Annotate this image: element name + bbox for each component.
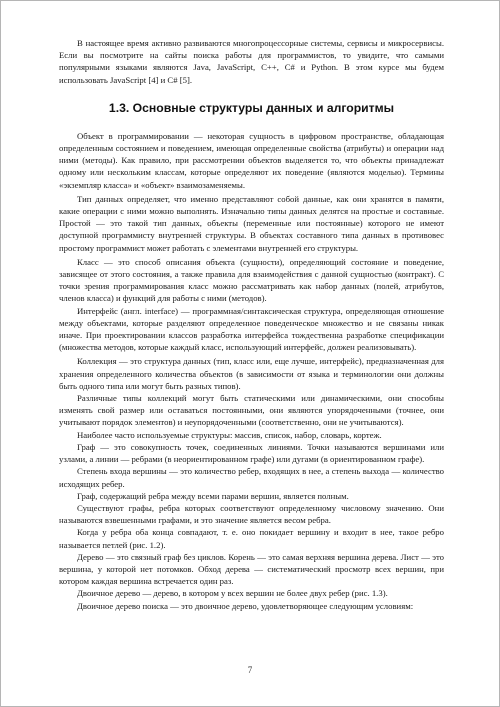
paragraph-intro: В настоящее время активно развиваются многопроцессорные системы, сервисы и микросервисы. Если вы посмотрите на сайты поиска работы для программистов, то увидите, что самыми популярными языками являются Java, JavaScript, C++, C# и Python. В этом курсе мы будем использовать JavaScript [4] и C# [5]. [59, 38, 444, 85]
paragraph-graph: Граф — это совокупность точек, соединенных линиями. Точки называются вершинами или узлами, а линии — ребрами (в неориентированном графе) или дугами (в ориентированном графе). [59, 441, 444, 465]
paragraph-interface: Интерфейс (англ. interface) — программная/синтаксическая структура, определяющая отношение между объектами, которые разделяют определенное поведенческое множество и не связаны никак иначе. При проектировании классов разработка интерфейса тождественна разработке спецификации (множества методов, которые каждый класс, использующий интерфейс, должен реализовывать). [59, 305, 444, 353]
paragraph-class: Класс — это способ описания объекта (сущности), определяющий состояние и поведение, зависящее от этого состояния, а также правила для взаимодействия с данной сущностью (контракт). С точки зрения программирования класс можно рассматривать как набор данных (полей, атрибутов, членов класса) и функций для работы с ними (методов). [59, 256, 444, 304]
paragraph-collection: Коллекция — это структура данных (тип, класс или, еще лучше, интерфейс), предназначенная для хранения определенного количества объектов (в зависимости от языка и терминологии они должны быть одного типа или могут быть разных типов). [59, 356, 444, 391]
paragraph-degree: Степень входа вершины — это количество ребер, входящих в нее, а степень выхода — количество исходящих ребер. [59, 466, 444, 489]
paragraph-structures: Наиболее часто используемые структуры: массив, список, набор, словарь, кортеж. [77, 429, 382, 440]
paragraph-complete-graph: Граф, содержащий ребра между всеми парами вершин, является полным. [77, 490, 349, 501]
paragraph-binary-tree: Двоичное дерево — дерево, в котором у всех вершин не более двух ребер (рис. 1.3). [77, 588, 388, 599]
paragraph-object: Объект в программировании — некоторая сущность в цифровом пространстве, обладающая определенным состоянием и поведением, имеющая определенные свойства (атрибуты) и операции над ними (методы). Как правило, при рассмотрении объектов выделяется то, что объекты принадлежат одному или нескольким классам, которые определяют их поведение (являются моделью). Термины «экземпляр класса» и «объект» взаимозаменяемы. [59, 130, 444, 190]
paragraph-binary-search-tree: Двоичное дерево поиска — это двоичное дерево, удовлетворяющее следующим условиям: [77, 600, 414, 611]
paragraph-tree: Дерево — это связный граф без циклов. Корень — это самая верхняя вершина дерева. Лист — это вершина, у которой нет потомков. Обход дерева — систематический просмотр всех вершин, при котором каждая вершина встречается один раз. [59, 551, 444, 587]
paragraph-loop: Когда у ребра оба конца совпадают, т. е. оно покидает вершину и входит в нее, такое ребро называется петлей (рис. 1.2). [59, 527, 444, 550]
page-number: 7 [247, 665, 253, 675]
paragraph-data-type: Тип данных определяет, что именно представляют собой данные, как они хранятся в памяти, какие операции с ними можно выполнять. Изначально типы данных делятся на простые и составные. Простой — это такой тип данных, объекты (переменные или постоянные) которого не имеют доступной программисту внутренней структуры. В объектах составного типа данных в противовес простому программист может работать с элементами внутренней его структуры. [59, 193, 444, 253]
paragraph-weighted-graph: Существуют графы, ребра которых соответствуют определенному числовому значению. Они называются взвешенными графами, и это значение является весом ребра. [59, 502, 444, 526]
section-heading: 1.3. Основные структуры данных и алгоритмы [108, 100, 395, 115]
paragraph-collection-types: Различные типы коллекций могут быть статическими или динамическими, они способны изменять свой размер или оставаться постоянными, они являются упорядоченными (точнее, они учитывают порядок элементов) и неупорядоченными (соответственно, они не учитываются). [59, 393, 444, 428]
